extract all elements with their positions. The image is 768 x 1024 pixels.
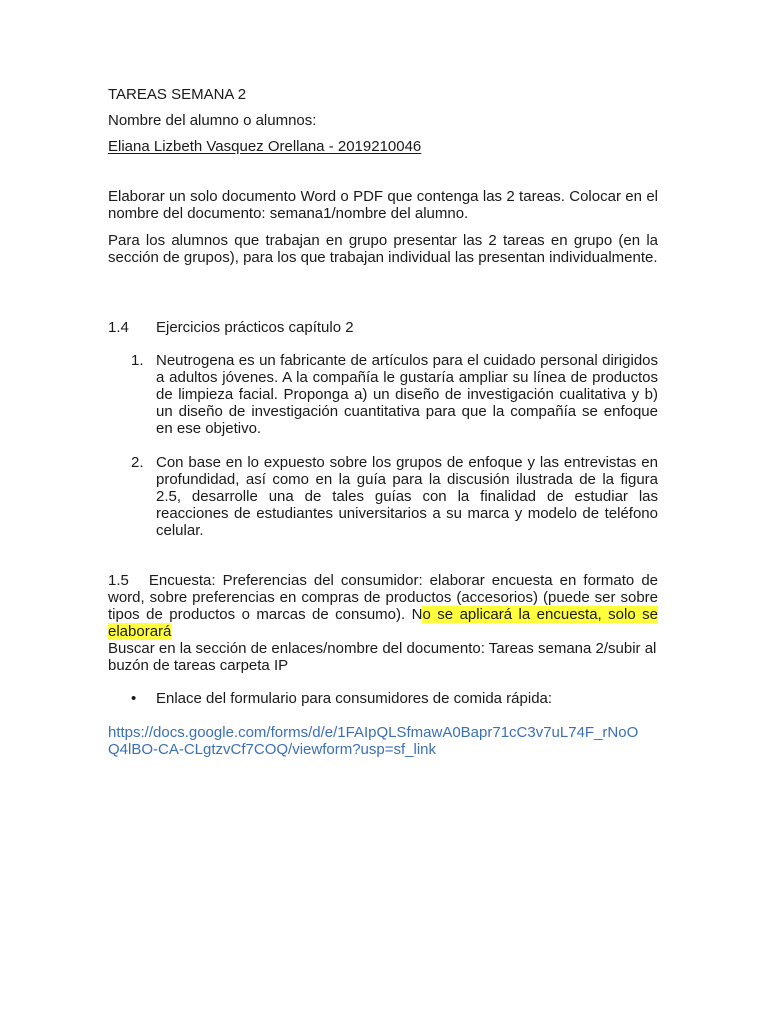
student-name: Eliana Lizbeth Vasquez Orellana - 2019210046 [108,138,422,155]
exercise-1-text: Neutrogena es un fabricante de artículos para el cuidado personal dirigidos a adultos jóvenes. A la compañía le gustaría ampliar su línea de productos de limpieza facial. Proponga a) un diseño de investigación cualitativa y b) un diseño de investigación cuantitativa para que la compañía se enfoque en ese objetivo. [156,352,658,437]
instructions-paragraph-2: Para los alumnos que trabajan en grupo presentar las 2 tareas en grupo (en la sección de grupos), para los que trabajan individual las presentan individualmente. [108,232,658,266]
section-1-5-text: Encuesta: Preferencias del consumidor: elaborar encuesta en formato de word, sobre preferencias en compras de productos (accesorios) (puede ser sobre tipos de productos o marcas de consumo). N [108,572,658,623]
exercise-1-marker: 1. [131,352,144,369]
instructions-paragraph-1: Elaborar un solo documento Word o PDF que contenga las 2 tareas. Colocar en el nombre del documento: semana1/nombre del alumno. [108,188,658,222]
highlighted-note: o se aplicará la encuesta, solo se elaborará [108,606,658,640]
section-1-4-title: Ejercicios prácticos capítulo 2 [156,319,354,336]
section-1-5-number: 1.5 [108,572,129,589]
section-1-5-paragraph [108,572,658,640]
form-link-line-2[interactable]: Q4lBO-CA-CLgtzvCf7COQ/viewform?usp=sf_link [108,741,437,758]
document-title: TAREAS SEMANA 2 [108,86,247,103]
form-link-label: Enlace del formulario para consumidores de comida rápida: [156,690,553,707]
student-label: Nombre del alumno o alumnos: [108,112,317,129]
form-link-line-1[interactable]: https://docs.google.com/forms/d/e/1FAIpQLSfmawA0Bapr71cC3v7uL74F_rNoO [108,724,639,741]
exercise-2-text: Con base en lo expuesto sobre los grupos de enfoque y las entrevistas en profundidad, así como en la guía para la discusión ilustrada de la figura 2.5, desarrolle una de tales guías con la finalidad de estudiar las reacciones de estudiantes universitarios a su marca y modelo de teléfono celular. [156,454,658,539]
bullet-dot-icon: • [131,690,137,707]
exercise-2-marker: 2. [131,454,144,471]
section-1-4-number: 1.4 [108,319,129,336]
search-instructions: Buscar en la sección de enlaces/nombre del documento: Tareas semana 2/subir al buzón de tareas carpeta IP [108,640,657,674]
